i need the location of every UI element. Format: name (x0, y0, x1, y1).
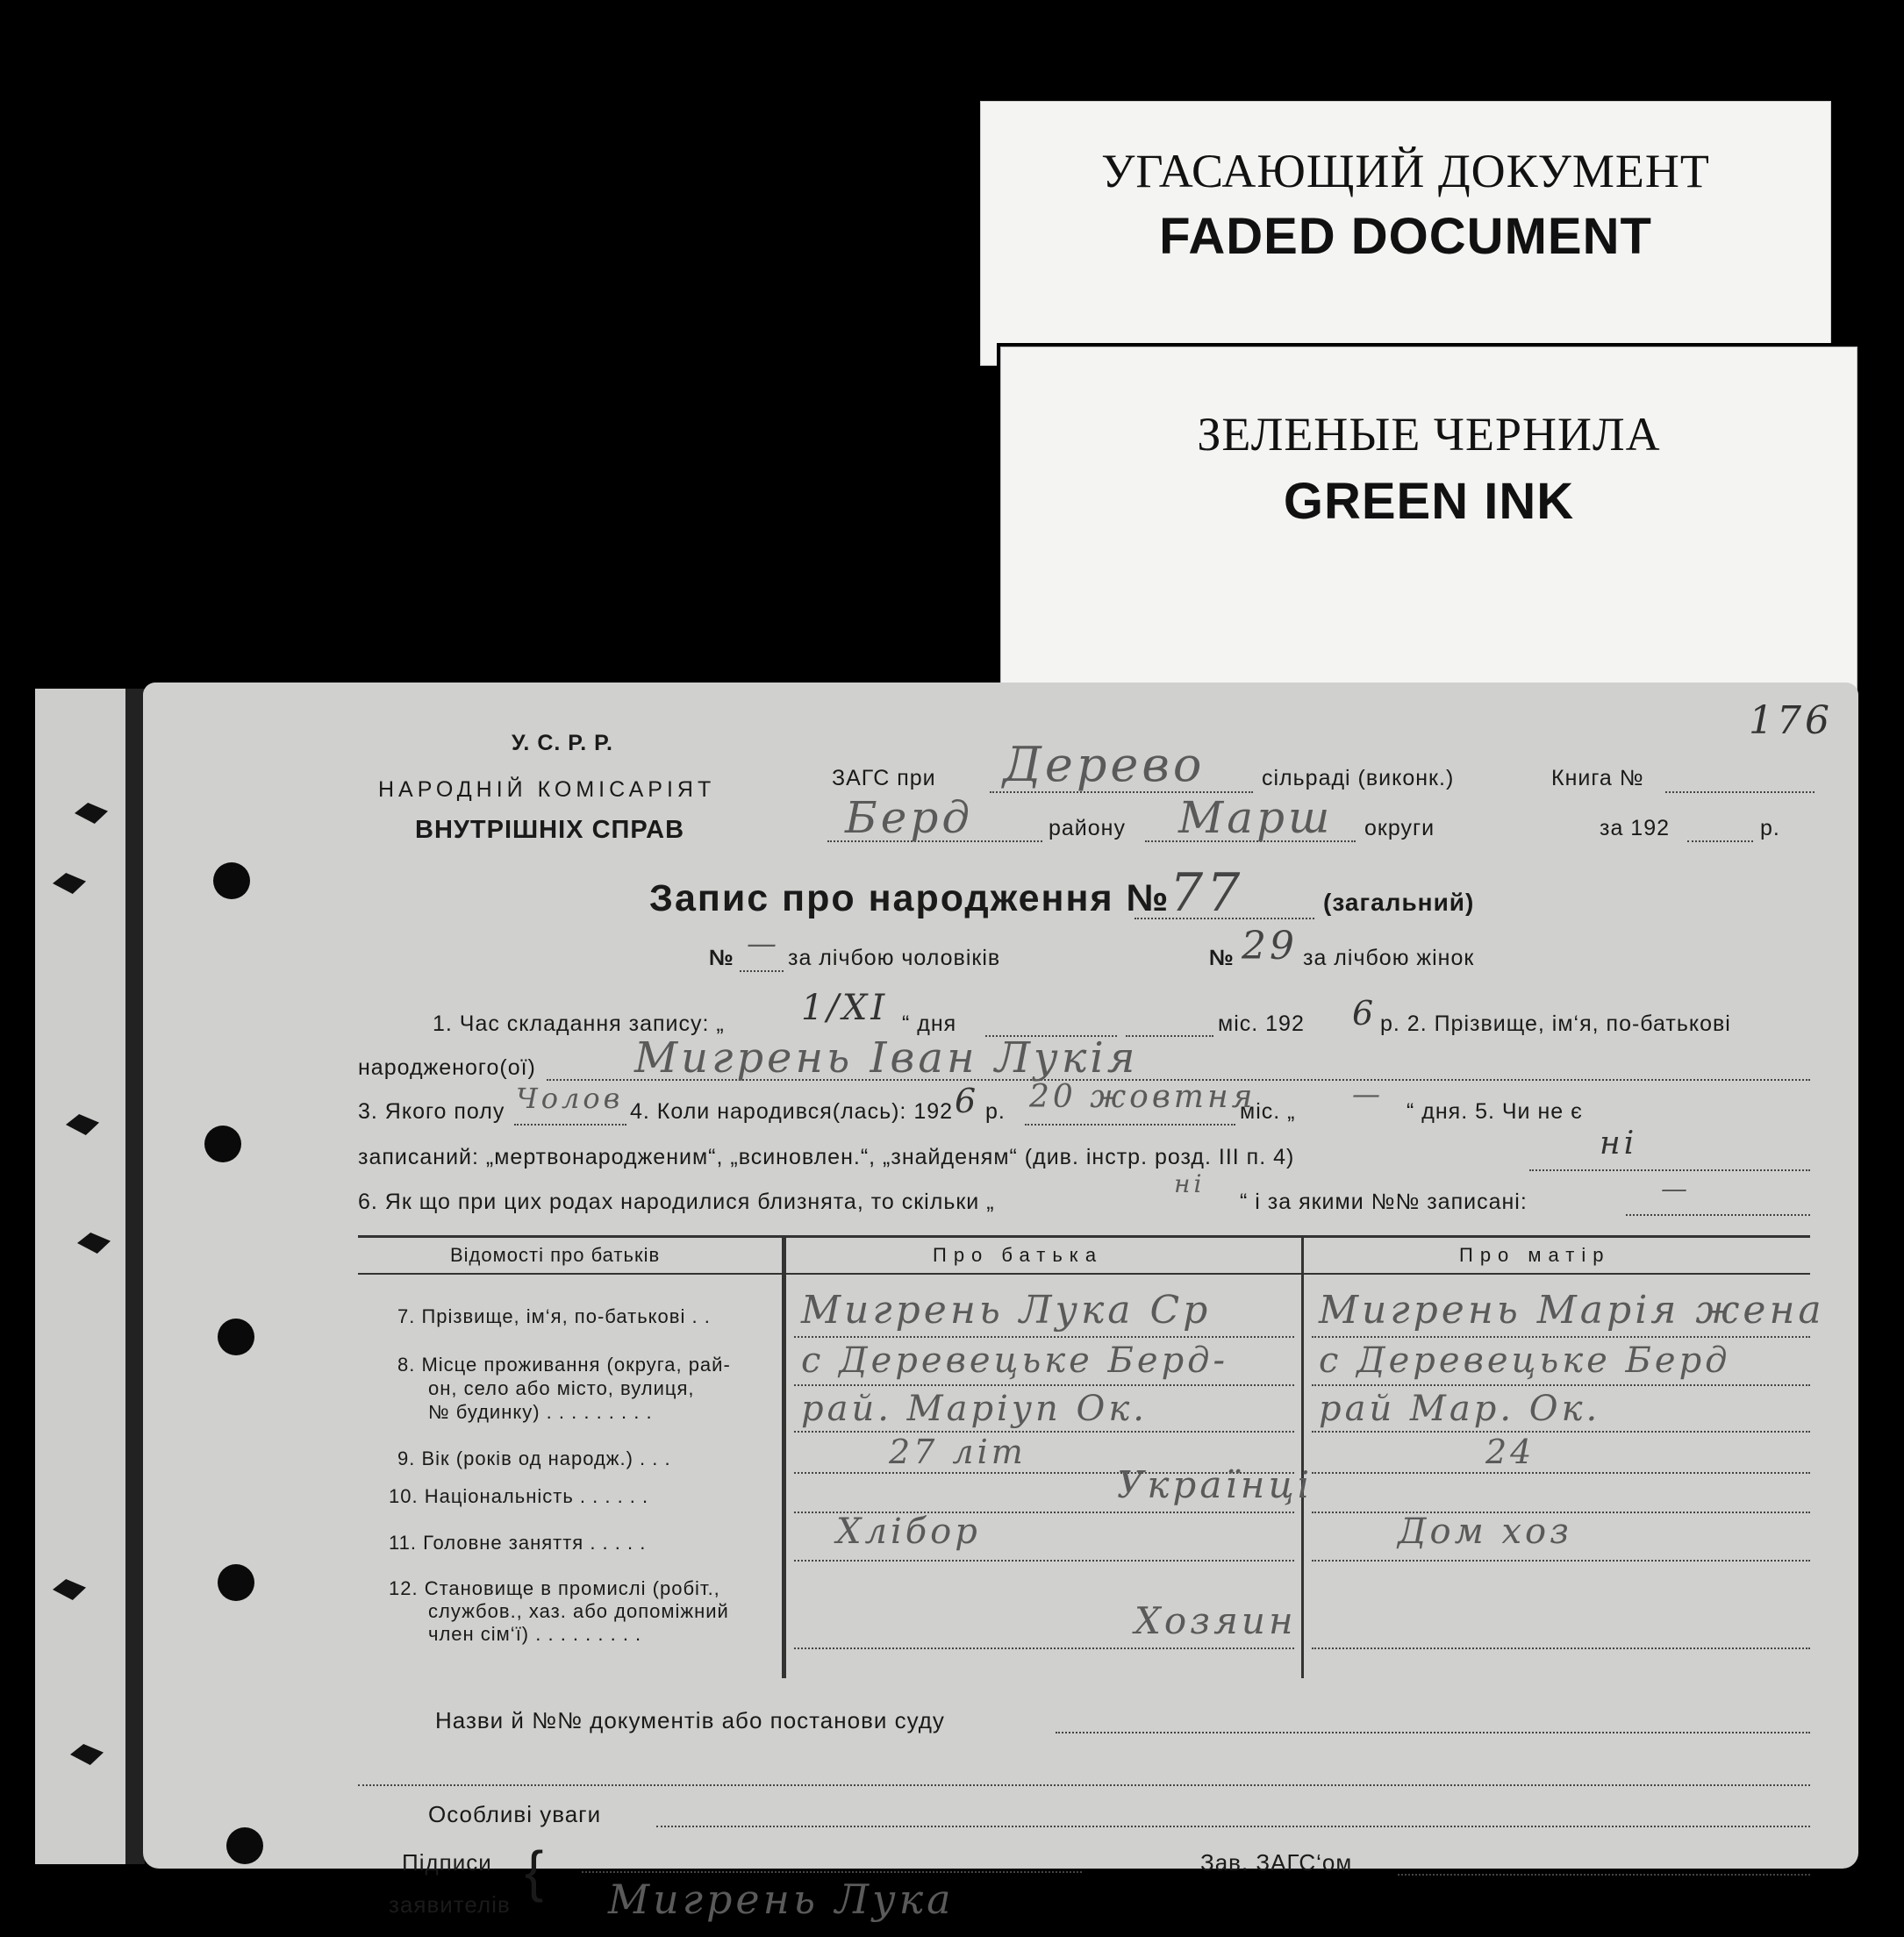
birth-year-digit: 6 (955, 1082, 980, 1120)
men-no-line (740, 970, 784, 972)
birth-year-suffix: р. (985, 1099, 1006, 1124)
table-divider-2 (1301, 1235, 1304, 1678)
birth-record-form (143, 683, 1858, 1923)
row-residence-label-1: 8. Місце проживання (округа, рай- (397, 1354, 731, 1376)
twins-dash-handwritten: — (1661, 1174, 1691, 1204)
corner-number: 176 (1749, 698, 1833, 743)
row-nationality-label: 10. Національність . . . . . . (389, 1485, 649, 1507)
row-age-label: 9. Вік (років од народж.) . . . (397, 1447, 671, 1469)
col-mother-header: Про матір (1459, 1244, 1611, 1266)
notes-label: Особливі уваги (428, 1801, 602, 1827)
men-no-handwritten: — (747, 926, 780, 961)
record-title: Запис про народження № (649, 877, 1170, 919)
birth-when-label: 4. Коли народився(лась): 192 (630, 1099, 954, 1124)
record-year-digit: 6 (1352, 994, 1378, 1033)
sex-handwritten: Чолов (516, 1082, 624, 1115)
mother-row-line (1312, 1336, 1810, 1338)
birth-day-label: міс. „ (1240, 1099, 1296, 1124)
ussr-label: У. С. Р. Р. (512, 731, 613, 755)
signature-brace: { (525, 1840, 545, 1903)
year-suffix-label: р. (1760, 816, 1780, 840)
row-residence-label-2: он, село або місто, вулиця, (428, 1377, 695, 1399)
row-position-label-1: 12. Становище в промислі (робіт., (389, 1577, 720, 1599)
father-place-handwritten-1: с Деревецьке Берд- (801, 1340, 1229, 1381)
punch-hole (226, 1827, 263, 1864)
zags-label: ЗАГС при (832, 766, 936, 790)
green-ink-en: GREEN INK (1283, 473, 1575, 530)
signature-line (582, 1871, 1082, 1873)
signatures-label: Підписи (402, 1849, 492, 1876)
stillborn-line (1529, 1169, 1810, 1171)
women-count-label: за лічбою жінок (1303, 946, 1475, 970)
name-heading-label: р. 2. Прізвище, ім‘я, по-батькові (1380, 1011, 1731, 1036)
stillborn-question-label: “ дня. 5. Чи не є (1407, 1099, 1583, 1124)
punch-hole (218, 1319, 254, 1355)
father-row-line (794, 1431, 1294, 1433)
documents-line (1056, 1732, 1810, 1733)
father-row-line (794, 1336, 1294, 1338)
child-label: народженого(ої) (358, 1055, 536, 1080)
row-name-label: 7. Прізвище, ім‘я, по-батькові . . (397, 1305, 711, 1327)
father-row-line (794, 1648, 1294, 1649)
punch-hole (204, 1126, 241, 1162)
father-name-handwritten: Мигрень Лука Ср (801, 1288, 1212, 1333)
binding-gap (125, 689, 145, 1864)
green-ink-ru: ЗЕЛЕНЫЕ ЧЕРНИЛА (1197, 408, 1661, 461)
mother-row-line (1312, 1560, 1810, 1562)
child-name-handwritten: Мигрень Іван Лукія (634, 1033, 1139, 1083)
mother-age-handwritten: 24 (1485, 1433, 1535, 1471)
father-row-line (794, 1560, 1294, 1562)
twins-line (1626, 1214, 1810, 1216)
head-label: Зав. ЗАГС‘ом (1200, 1849, 1353, 1876)
month-line (1126, 1035, 1213, 1037)
birth-month-line (1025, 1124, 1235, 1126)
declarants-label: заявителів (389, 1891, 511, 1918)
day-label: “ дня (902, 1011, 957, 1036)
table-header-border (358, 1273, 1810, 1275)
village-council-label: сільраді (виконк.) (1262, 766, 1455, 790)
nationality-handwritten: Українці (1117, 1463, 1313, 1506)
stillborn-handwritten: ні (1600, 1126, 1638, 1161)
record-time-label: 1. Час складання запису: „ (433, 1011, 725, 1036)
punch-hole (213, 862, 250, 899)
village-handwritten: Дерево (1003, 737, 1206, 792)
faded-document-ru: УГАСАЮЩИЙ ДОКУМЕНТ (1101, 145, 1710, 197)
green-ink-label (1000, 347, 1857, 699)
ministry-label: ВНУТРІШНІХ СПРАВ (415, 816, 685, 844)
record-no-handwritten: 77 (1170, 862, 1244, 924)
sex-label: 3. Якого полу (358, 1099, 505, 1124)
commissariat-label: НАРОДНІЙ КОМІСАРІЯТ (378, 777, 716, 802)
record-date-handwritten: 1/XI (801, 988, 889, 1028)
signature-handwritten: Мигрень Лука (608, 1876, 955, 1923)
men-count-label: за лічбою чоловіків (788, 946, 1001, 970)
mother-row-line (1312, 1648, 1810, 1649)
father-occupation-handwritten: Хлібор (836, 1512, 981, 1552)
book-label: Книга № (1551, 766, 1644, 790)
okrug-label: округи (1364, 816, 1435, 840)
birth-day-handwritten: — (1352, 1077, 1384, 1111)
mother-row-line (1312, 1384, 1810, 1386)
notes-line (656, 1826, 1810, 1827)
row-position-label-3: член сім‘ї) . . . . . . . . . (428, 1623, 642, 1645)
documents-label: Назви й №№ документів або постанови суду (435, 1707, 945, 1733)
head-line (1398, 1874, 1810, 1876)
mother-row-line (1312, 1472, 1810, 1474)
row-occupation-label: 11. Головне заняття . . . . . (389, 1532, 647, 1554)
documents-line-2 (358, 1784, 1810, 1786)
mother-row-line (1312, 1431, 1810, 1433)
punch-hole (218, 1564, 254, 1601)
table-divider-1 (782, 1235, 786, 1678)
book-line (1665, 791, 1815, 793)
faded-document-label (980, 101, 1831, 366)
district-label: району (1049, 816, 1126, 840)
father-row-line (794, 1384, 1294, 1386)
women-no-handwritten: 29 (1242, 924, 1298, 968)
col-info-header: Відомості про батьків (450, 1244, 661, 1266)
year-line (1687, 840, 1753, 842)
twins-handwritten: ні (1174, 1169, 1206, 1198)
table-top-border (358, 1235, 1810, 1238)
mother-name-handwritten: Мигрень Марія жена (1319, 1288, 1825, 1333)
mother-place-handwritten-2: рай Мар. Ок. (1319, 1389, 1601, 1429)
father-age-handwritten: 27 літ (889, 1433, 1027, 1471)
mother-occupation-handwritten: Дом хоз (1398, 1512, 1572, 1552)
col-father-header: Про батька (933, 1244, 1104, 1266)
position-handwritten: Хозяин (1135, 1599, 1297, 1642)
women-no-label: № (1209, 946, 1235, 970)
row-residence-label-3: № будинку) . . . . . . . . . (428, 1401, 653, 1423)
sex-line (514, 1124, 626, 1126)
men-no-label: № (709, 946, 734, 970)
birth-month-handwritten: 20 жовтня (1029, 1079, 1256, 1115)
year-prefix-label: за 192 (1600, 816, 1671, 840)
row-position-label-2: службов., хаз. або допоміжний (428, 1600, 729, 1622)
stillborn-options-label: записаний: „мертвонародженим“, „всиновлен.“, „знайденям“ (див. інстр. розд. III п. 4) (358, 1145, 1295, 1169)
district-handwritten: Берд (845, 792, 974, 843)
faded-document-en: FADED DOCUMENT (1159, 208, 1652, 265)
month-year-label: міс. 192 (1218, 1011, 1305, 1036)
mother-place-handwritten-1: с Деревецьке Берд (1319, 1340, 1731, 1381)
okrug-handwritten: Марш (1178, 792, 1334, 843)
record-general-label: (загальний) (1323, 889, 1475, 916)
twins-label: 6. Як що при цих родах народилися близнята, то скільки „ (358, 1190, 995, 1214)
twins-numbers-label: “ і за якими №№ записані: (1240, 1190, 1528, 1214)
father-place-handwritten-2: рай. Маріуп Ок. (801, 1389, 1148, 1429)
